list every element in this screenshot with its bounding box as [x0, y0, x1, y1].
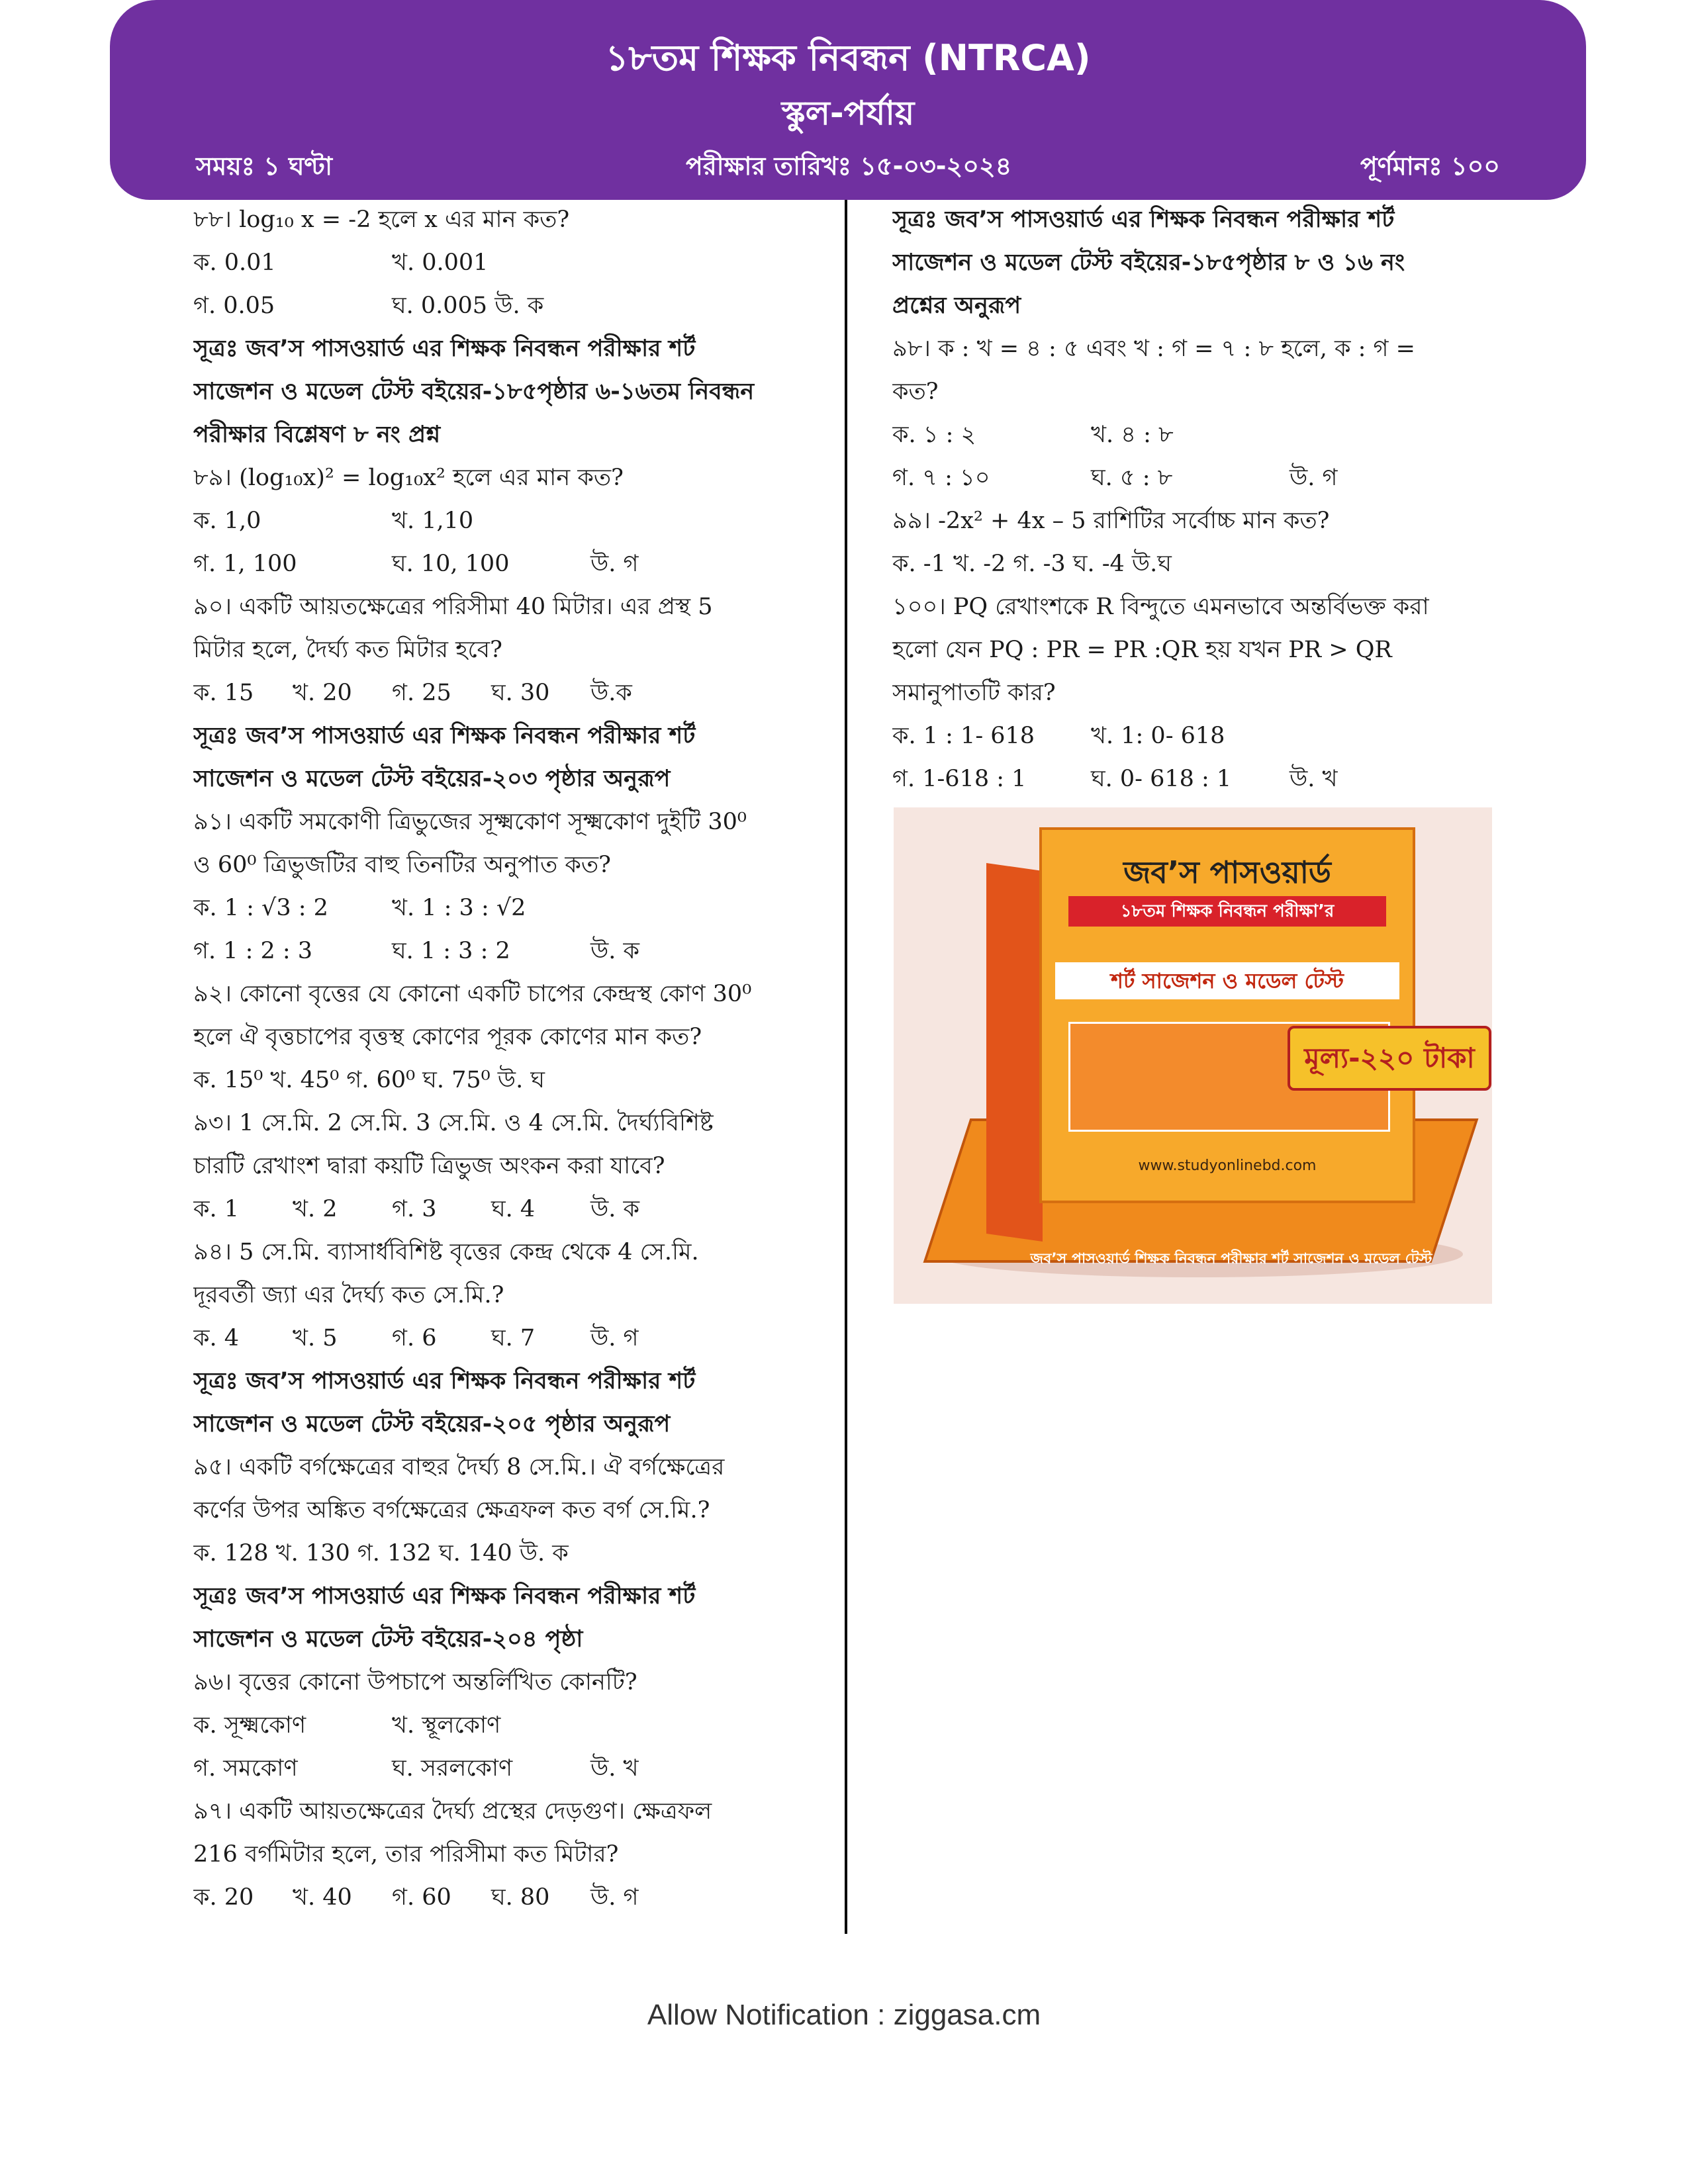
right-column — [892, 199, 1488, 801]
source-note: সূত্রঃ জব’স পাসওয়ার্ড এর শিক্ষক নিবন্ধন পরীক্ষার শর্ট — [193, 723, 696, 749]
exam-time: সময়ঃ ১ ঘণ্টা — [196, 152, 332, 181]
options-row: ক. 4 খ. 5 গ. 6 ঘ. 7 উ. গ — [193, 1325, 639, 1351]
options-row: ক. 1 : √3 : 2 খ. 1 : 3 : √2 — [193, 895, 526, 921]
question-91-cont: ও 60⁰ ত্রিভুজটির বাহু তিনটির অনুপাত কত? — [193, 852, 611, 878]
source-note: সাজেশন ও মডেল টেস্ট বইয়ের-১৮৫পৃষ্ঠার ৬-১৬তম নিবন্ধন — [193, 379, 755, 405]
source-note: সাজেশন ও মডেল টেস্ট বইয়ের-২০৩ পৃষ্ঠার অনুরূপ — [193, 766, 671, 792]
source-note: সাজেশন ও মডেল টেস্ট বইয়ের-২০৫ পৃষ্ঠার অনুরূপ — [193, 1411, 671, 1437]
question-90: ৯০। একটি আয়তক্ষেত্রের পরিসীমা 40 মিটার। এর প্রস্থ 5 — [193, 594, 713, 620]
question-95: ৯৫। একটি বর্গক্ষেত্রের বাহুর দৈর্ঘ্য 8 সে.মি.। ঐ বর্গক্ষেত্রের — [193, 1454, 725, 1480]
question-100-cont: সমানুপাতটি কার? — [892, 680, 1056, 706]
question-95-cont: কর্ণের উপর অঙ্কিত বর্গক্ষেত্রের ক্ষেত্রফল কত বর্গ সে.মি.? — [193, 1497, 710, 1524]
book-spine — [986, 863, 1043, 1242]
question-97: ৯৭। একটি আয়তক্ষেত্রের দৈর্ঘ্য প্রস্থের দেড়গুণ। ক্ষেত্রফল — [193, 1798, 712, 1825]
options-row: ক. 1 : 1- 618 খ. 1: 0- 618 — [892, 723, 1225, 749]
options-row: গ. সমকোণ ঘ. সরলকোণ উ. খ — [193, 1755, 639, 1782]
price-badge: মূল্য-২২০ টাকা — [1288, 1026, 1491, 1091]
question-97-cont: 216 বর্গমিটার হলে, তার পরিসীমা কত মিটার? — [193, 1841, 619, 1868]
options-row: গ. 0.05 ঘ. 0.005 উ. ক — [193, 293, 544, 319]
header-banner — [110, 0, 1586, 200]
question-100: ১০০। PQ রেখাংশকে R বিন্দুতে এমনভাবে অন্তর্বিভক্ত করা — [892, 594, 1429, 620]
options-row: ক. 128 খ. 130 গ. 132 ঘ. 140 উ. ক — [193, 1540, 569, 1567]
options-row: ক. সূক্ষ্মকোণ খ. স্থূলকোণ — [193, 1712, 501, 1739]
question-92-cont: হলে ঐ বৃত্তচাপের বৃত্তস্থ কোণের পূরক কোণের মান কত? — [193, 1024, 702, 1050]
footer-notification: Allow Notification : ziggasa.cm — [647, 1999, 1041, 2031]
question-100-cont: হলো যেন PQ : PR = PR :QR হয় যখন PR > QR — [892, 637, 1392, 663]
question-91: ৯১। একটি সমকোণী ত্রিভুজের সূক্ষ্মকোণ সূক্ষ্মকোণ দুইটি 30⁰ — [193, 809, 747, 835]
book-website: www.studyonlinebd.com — [1138, 1158, 1317, 1174]
source-note: সূত্রঃ জব’স পাসওয়ার্ড এর শিক্ষক নিবন্ধন পরীক্ষার শর্ট — [892, 206, 1395, 233]
question-94-cont: দূরবর্তী জ্যা এর দৈর্ঘ্য কত সে.মি.? — [193, 1282, 504, 1308]
options-row: গ. 1-618 : 1 ঘ. 0- 618 : 1 উ. খ — [892, 766, 1338, 792]
question-98: ৯৮। ক : খ = ৪ : ৫ এবং খ : গ = ৭ : ৮ হলে, ক : গ = — [892, 336, 1415, 362]
options-row: ক. 15⁰ খ. 45⁰ গ. 60⁰ ঘ. 75⁰ উ. ঘ — [193, 1067, 545, 1093]
options-row: ক. 15 খ. 20 গ. 25 ঘ. 30 উ.ক — [193, 680, 632, 706]
source-note: সাজেশন ও মডেল টেস্ট বইয়ের-২০৪ পৃষ্ঠা — [193, 1626, 583, 1653]
page-title: ১৮তম শিক্ষক নিবন্ধন (NTRCA) — [605, 37, 1091, 79]
page-subtitle: স্কুল-পর্যায় — [781, 94, 915, 132]
column-divider — [845, 200, 847, 1934]
options-row: গ. 1, 100 ঘ. 10, 100 উ. গ — [193, 551, 639, 577]
question-93-cont: চারটি রেখাংশ দ্বারা কয়টি ত্রিভুজ অংকন করা যাবে? — [193, 1153, 665, 1179]
source-note: সাজেশন ও মডেল টেস্ট বইয়ের-১৮৫পৃষ্ঠার ৮ ও ১৬ নং — [892, 250, 1405, 276]
options-row: গ. 1 : 2 : 3 ঘ. 1 : 3 : 2 উ. ক — [193, 938, 639, 964]
question-88: ৮৮। log₁₀ x = -2 হলে x এর মান কত? — [193, 206, 570, 233]
question-92: ৯২। কোনো বৃত্তের যে কোনো একটি চাপের কেন্দ্রস্থ কোণ 30⁰ — [193, 981, 752, 1007]
question-90-cont: মিটার হলে, দৈর্ঘ্য কত মিটার হবে? — [193, 637, 502, 663]
left-column — [193, 199, 802, 1919]
book-advertisement — [894, 807, 1492, 1304]
options-row: ক. 0.01 খ. 0.001 — [193, 250, 489, 276]
question-89: ৮৯। (log₁₀x)² = log₁₀x² হলে এর মান কত? — [193, 465, 624, 491]
book-brand: জব’স পাসওয়ার্ড — [1123, 854, 1331, 890]
source-note: প্রশ্নের অনুরূপ — [892, 293, 1021, 319]
exam-date: পরীক্ষার তারিখঃ ১৫-০৩-২০২৪ — [686, 152, 1012, 181]
options-row: গ. ৭ : ১০ ঘ. ৫ : ৮ উ. গ — [892, 465, 1338, 491]
full-marks: পূর্ণমানঃ ১০০ — [1360, 152, 1500, 181]
question-98-cont: কত? — [892, 379, 939, 405]
question-94: ৯৪। 5 সে.মি. ব্যাসার্ধবিশিষ্ট বৃত্তের কেন্দ্র থেকে 4 সে.মি. — [193, 1239, 699, 1265]
source-note: সূত্রঃ জব’স পাসওয়ার্ড এর শিক্ষক নিবন্ধন পরীক্ষার শর্ট — [193, 1583, 696, 1610]
options-row: ক. ১ : ২ খ. ৪ : ৮ — [892, 422, 1174, 448]
book-base-title: জব’স পাসওয়ার্ড শিক্ষক নিবন্ধন পরীক্ষার শর্ট সাজেশন ও মডেল টেস্ট — [1030, 1251, 1432, 1267]
book-cover — [1039, 827, 1415, 1203]
source-note: সূত্রঃ জব’স পাসওয়ার্ড এর শিক্ষক নিবন্ধন পরীক্ষার শর্ট — [193, 1368, 696, 1394]
options-row: ক. 1,0 খ. 1,10 — [193, 508, 474, 534]
question-99: ৯৯। -2x² + 4x – 5 রাশিটির সর্বোচ্চ মান কত? — [892, 508, 1330, 534]
question-96: ৯৬। বৃত্তের কোনো উপচাপে অন্তর্লিখিত কোনটি? — [193, 1669, 637, 1696]
source-note: সূত্রঃ জব’স পাসওয়ার্ড এর শিক্ষক নিবন্ধন পরীক্ষার শর্ট — [193, 336, 696, 362]
book-subtitle: শর্ট সাজেশন ও মডেল টেস্ট — [1055, 962, 1399, 999]
source-note: পরীক্ষার বিশ্লেষণ ৮ নং প্রশ্ন — [193, 422, 441, 448]
options-row: ক. 1 খ. 2 গ. 3 ঘ. 4 উ. ক — [193, 1196, 639, 1222]
options-row: ক. 20 খ. 40 গ. 60 ঘ. 80 উ. গ — [193, 1884, 639, 1911]
question-93: ৯৩। 1 সে.মি. 2 সে.মি. 3 সে.মি. ও 4 সে.মি. দৈর্ঘ্যবিশিষ্ট — [193, 1110, 714, 1136]
book-exam-bar: ১৮তম শিক্ষক নিবন্ধন পরীক্ষা’র — [1068, 896, 1386, 927]
options-row: ক. -1 খ. -2 গ. -3 ঘ. -4 উ.ঘ — [892, 551, 1172, 577]
